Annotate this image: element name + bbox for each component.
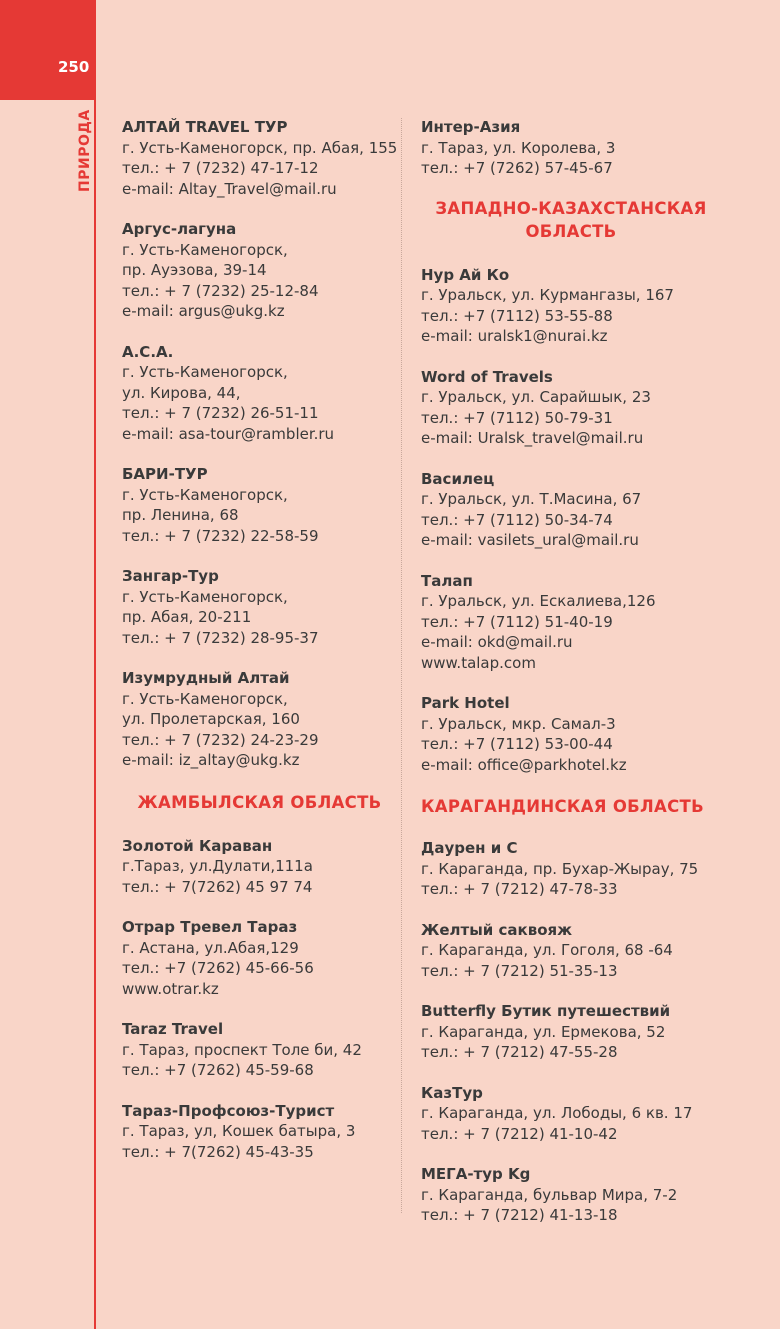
contact-line: e-mail: vasilets_ural@mail.ru	[421, 531, 639, 549]
contact-line: г. Уральск, ул. Т.Масина, 67	[421, 490, 642, 508]
right-entries-group-2	[421, 265, 721, 776]
section-heading-line: ОБЛАСТЬ	[525, 221, 617, 241]
contact-entry	[421, 265, 721, 347]
contact-line: г. Караганда, бульвар Мира, 7-2	[421, 1185, 678, 1204]
agency-name: А.С.А.	[122, 342, 174, 361]
contact-line: e-mail: asa-tour@rambler.ru	[122, 424, 335, 443]
contact-line: тел.: +7 (7112) 50-34-74	[421, 510, 613, 529]
contact-entry	[421, 1164, 721, 1226]
margin-rule	[94, 100, 96, 1329]
contact-line: e-mail: iz_altay@ukg.kz	[122, 751, 300, 769]
contact-line: тел.: + 7 (7212) 41-13-18	[421, 1206, 618, 1224]
contact-entry	[421, 117, 721, 179]
agency-name: Даурен и С	[421, 839, 518, 857]
agency-name: Отрар Тревел Тараз	[122, 918, 298, 936]
contact-line: г. Караганда, ул. Лободы, 6 кв. 17	[421, 1104, 693, 1122]
contact-line: тел.: + 7 (7212) 51-35-13	[421, 961, 618, 980]
contact-entry	[122, 342, 397, 445]
section-heading-karaganda: КАРАГАНДИНСКАЯ ОБЛАСТЬ	[421, 797, 704, 816]
contact-line: e-mail: okd@mail.ru	[421, 633, 573, 651]
right-entries-group-3	[421, 838, 721, 1226]
contact-line: г. Караганда, пр. Бухар-Жырау, 75	[421, 859, 699, 878]
contact-line: тел.: +7 (7112) 53-55-88	[421, 306, 613, 325]
contact-line: www.otrar.kz	[122, 979, 219, 998]
agency-name: КазТур	[421, 1083, 483, 1102]
contact-line: г. Тараз, ул, Кошек батыра, 3	[122, 1122, 356, 1140]
agency-name: АЛТАЙ TRAVEL ТУР	[122, 118, 288, 136]
contact-line: г. Астана, ул.Абая,129	[122, 938, 299, 957]
contact-line: г. Караганда, ул. Ермекова, 52	[421, 1022, 666, 1041]
contact-line: e-mail: office@parkhotel.kz	[421, 755, 627, 774]
page-number: 250	[58, 58, 90, 76]
left-column	[122, 117, 397, 1182]
section-heading-zhambyl: ЖАМБЫЛСКАЯ ОБЛАСТЬ	[137, 792, 382, 812]
contact-entry	[421, 469, 721, 551]
contact-entry	[122, 219, 397, 322]
contact-entry	[122, 917, 397, 999]
contact-entry	[421, 693, 721, 775]
contact-line: пр. Абая, 20-211	[122, 608, 252, 626]
agency-name: Зангар-Тур	[122, 567, 219, 585]
contact-line: г.Тараз, ул.Дулати,111а	[122, 857, 313, 875]
contact-line: тел.: + 7 (7232) 22-58-59	[122, 526, 319, 545]
contact-entry	[122, 117, 397, 199]
right-entries-group-1	[421, 117, 721, 179]
contact-entry	[122, 566, 397, 648]
contact-line: e-mail: uralsk1@nurai.kz	[421, 327, 608, 345]
contact-line: тел.: + 7(7262) 45 97 74	[122, 877, 313, 896]
agency-name: Нур Ай Ко	[421, 265, 510, 284]
contact-line: тел.: + 7 (7232) 26-51-11	[122, 404, 319, 422]
contact-line: тел.: + 7 (7232) 24-23-29	[122, 730, 319, 749]
contact-entry	[122, 836, 397, 898]
contact-line: тел.: +7 (7262) 57-45-67	[421, 159, 613, 177]
contact-entry	[421, 920, 721, 982]
contact-line: г. Уральск, ул. Сарайшык, 23	[421, 388, 651, 406]
chapter-label: ПРИРОДА	[77, 109, 93, 192]
agency-name: Василец	[421, 469, 495, 488]
contact-line: www.talap.com	[421, 653, 536, 672]
contact-line: ул. Пролетарская, 160	[122, 710, 300, 728]
contact-line: г. Караганда, ул. Гоголя, 68 -64	[421, 941, 673, 959]
left-entries-group-2	[122, 836, 397, 1163]
agency-name: Талап	[421, 571, 473, 590]
contact-line: г. Усть-Каменогорск,	[122, 485, 288, 504]
contact-entry	[421, 1001, 721, 1063]
contact-line: ул. Кирова, 44,	[122, 383, 241, 402]
contact-line: г. Усть-Каменогорск,	[122, 240, 288, 259]
agency-name: БАРИ-ТУР	[122, 465, 208, 483]
contact-entry	[421, 838, 721, 900]
contact-line: тел.: +7 (7112) 51-40-19	[421, 612, 613, 631]
contact-line: г. Усть-Каменогорск, пр. Абая, 155	[122, 138, 398, 157]
contact-line: тел.: + 7 (7232) 47-17-12	[122, 159, 319, 177]
contact-line: г. Уральск, ул. Курмангазы, 167	[421, 286, 674, 304]
agency-name: Изумрудный Алтай	[122, 669, 290, 687]
contact-line: тел.: +7 (7112) 53-00-44	[421, 735, 613, 753]
right-column	[421, 117, 721, 1246]
contact-line: тел.: + 7 (7232) 28-95-37	[122, 628, 319, 647]
left-entries-group-1	[122, 117, 397, 771]
section-heading-line: ЗАПАДНО-КАЗАХСТАНСКАЯ	[435, 198, 707, 218]
contact-line: г. Усть-Каменогорск,	[122, 587, 288, 606]
section-heading-west-kazakhstan	[421, 197, 721, 243]
contact-entry	[122, 668, 397, 771]
contact-line: пр. Ленина, 68	[122, 506, 239, 524]
contact-line: тел.: +7 (7112) 50-79-31	[421, 408, 613, 427]
contact-entry	[421, 367, 721, 449]
agency-name: Тараз-Профсоюз-Турист	[122, 1101, 335, 1120]
contact-entry	[421, 571, 721, 674]
contact-line: г. Усть-Каменогорск,	[122, 689, 288, 708]
agency-name: Золотой Караван	[122, 836, 273, 855]
agency-name: Желтый саквояж	[421, 920, 573, 939]
contact-line: г. Тараз, проспект Толе би, 42	[122, 1040, 362, 1059]
contact-line: г. Усть-Каменогорск,	[122, 363, 288, 381]
agency-name: МЕГА-тур Kg	[421, 1165, 531, 1183]
agency-name: Word of Travels	[421, 367, 553, 386]
contact-line: пр. Ауэзова, 39-14	[122, 261, 267, 279]
contact-entry	[122, 1101, 397, 1163]
contact-line: тел.: + 7 (7212) 41-10-42	[421, 1124, 618, 1143]
contact-line: тел.: +7 (7262) 45-66-56	[122, 959, 314, 977]
contact-line: e-mail: Altay_Travel@mail.ru	[122, 179, 337, 198]
contact-entry	[122, 1019, 397, 1081]
agency-name: Аргус-лагуна	[122, 220, 237, 238]
contact-line: г. Уральск, мкр. Самал-3	[421, 714, 616, 733]
contact-entry	[122, 464, 397, 546]
contact-line: тел.: + 7(7262) 45-43-35	[122, 1142, 314, 1161]
contact-line: e-mail: Uralsk_travel@mail.ru	[421, 429, 644, 447]
contact-line: г. Уральск, ул. Ескалиева,126	[421, 592, 656, 610]
contact-line: тел.: + 7 (7212) 47-55-28	[421, 1043, 618, 1061]
contact-line: тел.: + 7 (7212) 47-78-33	[421, 880, 618, 898]
agency-name: Интер-Азия	[421, 118, 521, 136]
contact-line: e-mail: argus@ukg.kz	[122, 302, 285, 320]
agency-name: Park Hotel	[421, 694, 510, 712]
agency-name: Taraz Travel	[122, 1020, 224, 1038]
contact-line: г. Тараз, ул. Королева, 3	[421, 138, 616, 157]
contact-entry	[421, 1083, 721, 1145]
column-divider	[401, 118, 402, 1213]
contact-line: тел.: + 7 (7232) 25-12-84	[122, 281, 319, 300]
contact-line: тел.: +7 (7262) 45-59-68	[122, 1061, 314, 1079]
agency-name: Butterfly Бутик путешествий	[421, 1002, 671, 1020]
page-number-box	[0, 0, 96, 100]
